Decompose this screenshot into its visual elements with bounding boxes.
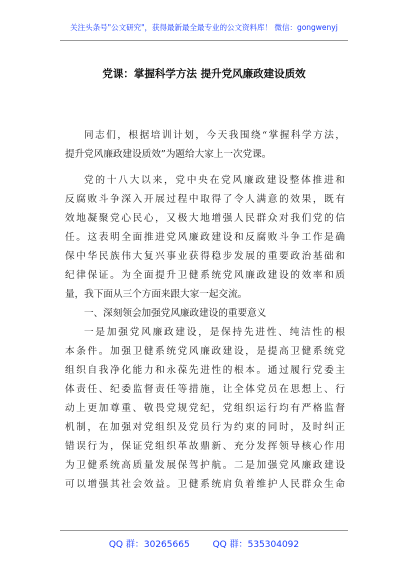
footer-contacts bbox=[0, 537, 408, 550]
text-line: 本条件。加强卫健系统党风廉政建设，是提高卫健系统党 bbox=[65, 346, 345, 357]
text-line: 保中华民族伟大复兴事业获得稳步发展的重要政治基础和 bbox=[65, 251, 345, 262]
footer-qq-group-2: QQ 群：535304092 bbox=[212, 540, 300, 550]
paragraph-significance bbox=[65, 323, 345, 494]
text-line: 为卫健系统高质量发展保驾护航。二是加强党风廉政建设 bbox=[65, 460, 345, 471]
text-line: 党的十八大以来，党中央在党风廉政建设整体推进和 bbox=[84, 175, 345, 186]
text-line: 组织自我净化能力和永葆先进性的根本。通过履行党委主 bbox=[65, 365, 345, 376]
text-line: 一是加强党风廉政建设，是保持先进性、纯洁性的根 bbox=[84, 327, 345, 338]
text-line: 提升党风廉政建设质效”为题给大家上一次党课。 bbox=[65, 149, 272, 160]
text-line: 可以增强其社会效益。卫健系统肩负着维护人民群众生命 bbox=[65, 479, 345, 490]
paragraph-intro bbox=[65, 126, 345, 164]
header-promo-note: 关注头条号"公文研究"，获得最新最全最专业的公文资料库！ 微信：gongwenyj bbox=[70, 23, 338, 32]
text-line: 同志们，根据培训计划，今天我围绕“掌握科学方法， bbox=[84, 130, 345, 141]
section-heading bbox=[65, 304, 345, 323]
text-line: 动上更加尊重、敬畏党规党纪，党组织运行均有严格监督 bbox=[65, 403, 345, 414]
text-line: 一、深刻领会加强党风廉政建设的重要意义 bbox=[84, 308, 267, 319]
footer-divider bbox=[60, 530, 348, 531]
text-line: 错误行为，保证党组织革故鼎新、充分发挥领导核心作用 bbox=[65, 441, 345, 452]
text-line: 效地凝聚党心民心，又极大地增强人民群众对我们党的信 bbox=[65, 213, 345, 224]
document-title: 党课：掌握科学方法 提升党风廉政建设质效 bbox=[102, 68, 306, 80]
text-line: 纪律保证。为全面提升卫健系统党风廉政建设的效率和质 bbox=[65, 270, 345, 281]
text-line: 体责任、纪委监督责任等措施，让全体党员在思想上、行 bbox=[65, 384, 345, 395]
header-divider bbox=[60, 40, 348, 41]
text-line: 机制，在加强对党组织及党员行为约束的同时，及时纠正 bbox=[65, 422, 345, 433]
footer-qq-group-1: QQ 群：30265665 bbox=[108, 540, 190, 550]
document-body bbox=[65, 126, 345, 494]
text-line: 量，我下面从三个方面来跟大家一起交流。 bbox=[65, 289, 248, 300]
text-line: 任。这表明全面推进党风廉政建设和反腐败斗争工作是确 bbox=[65, 232, 345, 243]
paragraph-background bbox=[65, 171, 345, 304]
text-line: 反腐败斗争深入开展过程中取得了令人满意的效果，既有 bbox=[65, 194, 345, 205]
